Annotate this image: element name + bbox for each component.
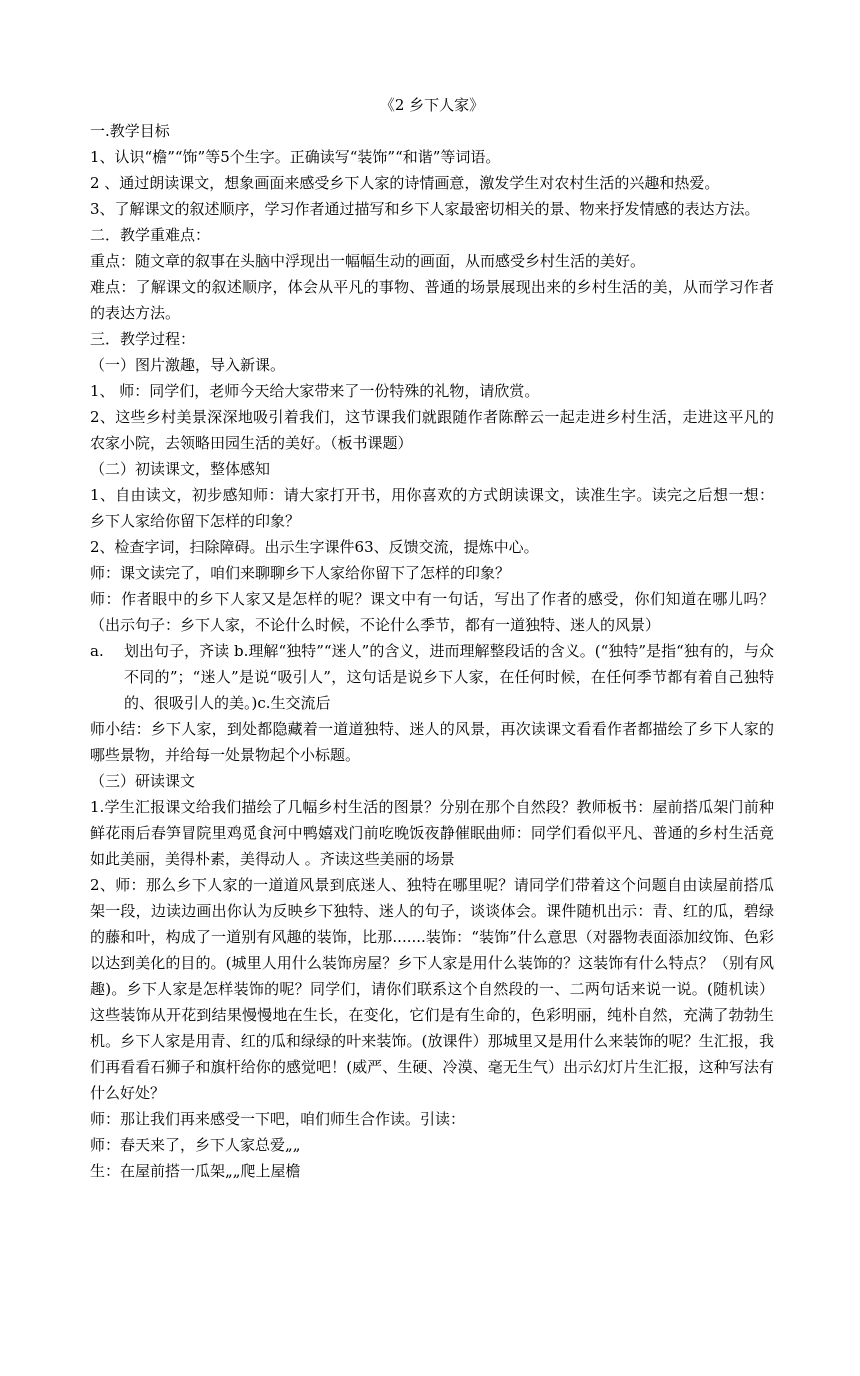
process-step-2-1: 1、自由读文，初步感知师：请大家打开书，用你喜欢的方式朗读课文，读准生字。读完之后想一想：乡下人家给你留下怎样的印象？ bbox=[90, 486, 774, 530]
teacher-lead-reading: 师：那让我们再来感受一下吧，咱们师生合作读。引读： bbox=[90, 1110, 466, 1128]
section-heading-process: 三．教学过程： bbox=[90, 330, 196, 348]
list-marker: a. bbox=[90, 642, 104, 660]
document-body bbox=[90, 92, 774, 1184]
section-heading-key-points: 二．教学重难点： bbox=[90, 226, 211, 244]
process-step-1-1: 1、 师：同学们，老师今天给大家带来了一份特殊的礼物，请欣赏。 bbox=[90, 382, 540, 400]
process-step-3-2: 2、师：那么乡下人家的一道道风景到底迷人、独特在哪里呢？请同学们带着这个问题自由读屋前搭瓜架一段，边读边画出你认为反映乡下独特、迷人的句子，谈谈体会。课件随机出示：青、红的瓜，碧绿的藤和叶，构成了一道别有风趣的装饰，比那.......装饰：“装饰”什么意思（对器物表面添加纹饰、色彩以达到美化的目的。(城里人用什么装饰房屋？乡下人家是用什么装饰的？这装饰有什么特点？（别有风趣)。乡下人家是怎样装饰的呢？同学们，请你们联系这个自然段的一、二两句话来说一说。(随机读）这些装饰从开花到结果慢慢地在生长，在变化，它们是有生命的，色彩明丽，纯朴自然，充满了勃勃生机。乡下人家是用青、红的瓜和绿绿的叶来装饰。(放课件）那城里又是用什么来装饰的呢？生汇报，我们再看看石狮子和旗杆给你的感觉吧！(威严、生硬、冷漠、毫无生气）出示幻灯片生汇报，这种写法有什么好处？ bbox=[90, 876, 774, 1102]
objective-1: 1、认识“檐”“饰”等5个生字。正确读写“装饰”“和谐”等词语。 bbox=[90, 148, 501, 166]
subsection-heading-3: （三）研读课文 bbox=[90, 772, 196, 790]
key-point: 重点：随文章的叙事在头脑中浮现出一幅幅生动的画面，从而感受乡村生活的美好。 bbox=[90, 252, 646, 270]
objective-3: 3、了解课文的叙述顺序，学习作者通过描写和乡下人家最密切相关的景、物来抒发情感的表达方法。 bbox=[90, 200, 760, 218]
list-item-a bbox=[90, 638, 774, 716]
process-step-1-2: 2、这些乡村美景深深地吸引着我们，这节课我们就跟随作者陈醉云一起走进乡村生活，走进这平凡的农家小院，去领略田园生活的美好。（板书课题） bbox=[90, 408, 774, 452]
difficult-point: 难点：了解课文的叙述顺序，体会从平凡的事物、普通的场景展现出来的乡村生活的美，从而学习作者的表达方法。 bbox=[90, 278, 774, 322]
teacher-summary: 师小结：乡下人家，到处都隐藏着一道道独特、迷人的风景，再次读课文看看作者都描绘了乡下人家的哪些景物，并给每一处景物起个小标题。 bbox=[90, 720, 774, 764]
objective-2: 2 、通过朗读课文，想象画面来感受乡下人家的诗情画意，激发学生对农村生活的兴趣和热爱。 bbox=[90, 174, 720, 192]
document-title: 《2 乡下人家》 bbox=[379, 96, 485, 114]
subsection-heading-1: （一）图片激趣，导入新课。 bbox=[90, 356, 286, 374]
teacher-line: 师：春天来了，乡下人家总爱„„ bbox=[90, 1136, 301, 1154]
process-step-2-2: 2、检查字词，扫除障碍。出示生字课件63、反馈交流，提炼中心。 bbox=[90, 538, 539, 556]
subsection-heading-2: （二）初读课文，整体感知 bbox=[90, 460, 271, 478]
section-heading-objectives: 一.教学目标 bbox=[90, 122, 170, 140]
teacher-question-2: 师：作者眼中的乡下人家又是怎样的呢？课文中有一句话，写出了作者的感受，你们知道在哪儿吗？（出示句子：乡下人家，不论什么时候，不论什么季节，都有一道独特、迷人的风景） bbox=[90, 590, 774, 634]
list-item-text: 划出句子，齐读 b.理解“独特”“迷人”的含义，进而理解整段话的含义。(“独特”是指“独有的，与众不同的”；“迷人”是说“吸引人”，这句话是说乡下人家，在任何时候，在任何季节都有着自己独特的、很吸引人的美。)c.生交流后 bbox=[124, 642, 774, 712]
teacher-question-1: 师：课文读完了，咱们来聊聊乡下人家给你留下了怎样的印象？ bbox=[90, 564, 511, 582]
student-line: 生：在屋前搭一瓜架„„爬上屋檐 bbox=[90, 1162, 301, 1180]
process-step-3-1: 1.学生汇报课文给我们描绘了几幅乡村生活的图景？分别在那个自然段？教师板书：屋前搭瓜架门前种鲜花雨后春笋冒院里鸡觅食河中鸭嬉戏门前吃晚饭夜静催眠曲师：同学们看似平凡、普通的乡村生活竟如此美丽，美得朴素，美得动人 。齐读这些美丽的场景 bbox=[90, 798, 774, 868]
